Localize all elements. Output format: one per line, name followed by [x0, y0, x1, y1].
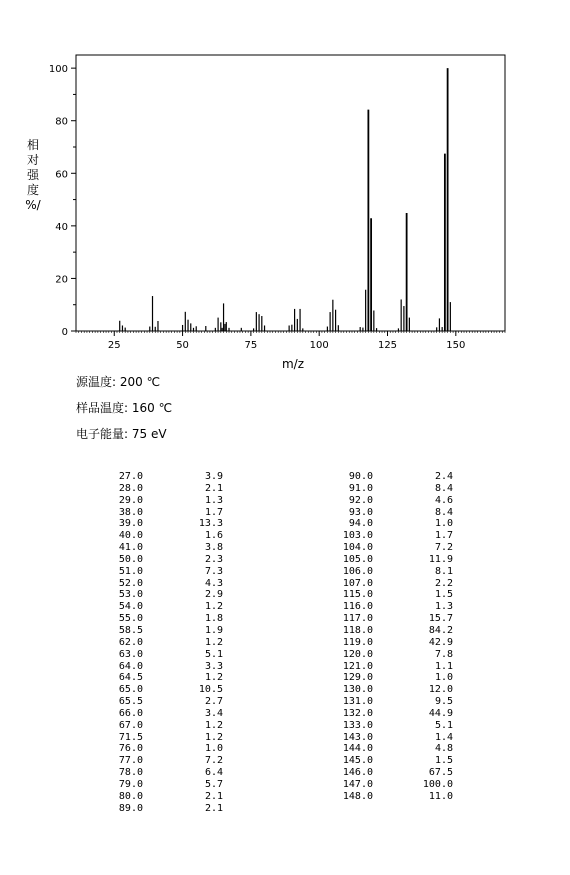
- peak-mz: 119.0: [342, 636, 373, 648]
- peak-abundance: 1.2: [204, 719, 223, 731]
- x-tick-label: 75: [244, 340, 258, 351]
- peak-table-row: [333, 566, 453, 578]
- peak-abundance: 1.4: [434, 731, 453, 743]
- peak-table-row: [333, 779, 453, 791]
- peak-abundance: 1.7: [204, 506, 223, 518]
- peak-table-row: [103, 791, 223, 803]
- peak-mz: 40.0: [118, 530, 143, 542]
- peak-mz: 77.0: [118, 755, 143, 767]
- peak-mz: 143.0: [342, 731, 373, 743]
- peak-abundance: 2.2: [434, 577, 453, 589]
- peak-mz: 51.0: [118, 565, 143, 577]
- peak-table-row: [333, 530, 453, 542]
- peak-mz: 121.0: [342, 660, 373, 672]
- peak-table-row: [333, 755, 453, 767]
- peak-table-row: [103, 578, 223, 590]
- peak-abundance: 15.7: [428, 613, 453, 625]
- peak-mz: 65.5: [118, 696, 143, 708]
- peak-abundance: 11.0: [428, 790, 453, 802]
- y-tick-label: 60: [55, 169, 68, 181]
- peak-mz: 89.0: [118, 802, 143, 814]
- acquisition-conditions: [76, 372, 172, 450]
- peak-table-row: [333, 507, 453, 519]
- peak-abundance: 12.0: [428, 684, 453, 696]
- peak-table-row: [103, 732, 223, 744]
- peak-abundance: 8.4: [434, 482, 453, 494]
- peak-table-row: [103, 495, 223, 507]
- peak-mz: 64.5: [118, 672, 143, 684]
- peak-abundance: 4.3: [204, 577, 223, 589]
- y-axis-label-char: 相: [26, 138, 39, 152]
- source-temperature: 源温度: 200 ℃: [76, 375, 161, 389]
- peak-mz: 28.0: [118, 482, 143, 494]
- peak-mz: 58.5: [118, 624, 143, 636]
- peak-mz: 144.0: [342, 743, 373, 755]
- peak-table-row: [103, 696, 223, 708]
- peak-abundance: 1.3: [204, 494, 223, 506]
- peak-abundance: 9.5: [434, 696, 453, 708]
- peak-mz: 103.0: [342, 530, 373, 542]
- peak-mz: 39.0: [118, 518, 143, 530]
- peak-mz: 132.0: [342, 707, 373, 719]
- peak-abundance: 5.1: [204, 648, 223, 660]
- peak-mz: 133.0: [342, 719, 373, 731]
- peak-abundance: 1.8: [204, 613, 223, 625]
- peak-table-row: [103, 708, 223, 720]
- peak-table-row: [333, 613, 453, 625]
- peak-abundance: 1.7: [434, 530, 453, 542]
- peak-mz: 130.0: [342, 684, 373, 696]
- peak-mz: 29.0: [118, 494, 143, 506]
- peak-abundance: 1.1: [434, 660, 453, 672]
- peak-mz: 147.0: [342, 778, 373, 790]
- peak-abundance: 3.3: [204, 660, 223, 672]
- peak-abundance: 4.6: [434, 494, 453, 506]
- peak-table-row: [103, 518, 223, 530]
- peak-table-row: [333, 495, 453, 507]
- peak-abundance: 11.9: [428, 553, 453, 565]
- peak-abundance: 1.3: [434, 601, 453, 613]
- peak-mz: 107.0: [342, 577, 373, 589]
- peak-abundance: 1.5: [434, 589, 453, 601]
- peak-table-row: [103, 554, 223, 566]
- peak-mz: 64.0: [118, 660, 143, 672]
- peak-table-row: [333, 601, 453, 613]
- y-axis-label: [24, 138, 42, 213]
- peak-table-row: [333, 661, 453, 673]
- peak-mz: 55.0: [118, 613, 143, 625]
- peak-mz: 94.0: [348, 518, 373, 530]
- peak-mz: 104.0: [342, 542, 373, 554]
- x-axis-label: m/z: [281, 357, 305, 371]
- peak-mz: 63.0: [118, 648, 143, 660]
- x-tick-label: 125: [377, 340, 398, 351]
- peak-abundance: 1.2: [204, 601, 223, 613]
- mass-spectrum-chart: [0, 0, 570, 375]
- electron-energy: 电子能量: 75 eV: [76, 427, 167, 441]
- peak-mz: 90.0: [348, 471, 373, 482]
- peak-abundance: 8.1: [434, 565, 453, 577]
- y-tick-label: 40: [55, 221, 68, 233]
- peak-abundance: 67.5: [428, 767, 453, 779]
- peak-abundance: 1.9: [204, 624, 223, 636]
- peak-mz: 79.0: [118, 778, 143, 790]
- peak-mz: 145.0: [342, 755, 373, 767]
- peak-abundance: 10.5: [198, 684, 223, 696]
- peak-abundance: 7.2: [434, 542, 453, 554]
- peak-mz: 105.0: [342, 553, 373, 565]
- peak-table-row: [333, 649, 453, 661]
- peak-mz: 27.0: [118, 471, 143, 482]
- x-tick-label: 50: [176, 340, 189, 351]
- peak-table-row: [333, 554, 453, 566]
- peak-table-row: [103, 483, 223, 495]
- peak-table-row: [103, 649, 223, 661]
- peak-mz: 62.0: [118, 636, 143, 648]
- peak-table-row: [333, 732, 453, 744]
- peak-abundance: 1.2: [204, 672, 223, 684]
- peak-abundance: 2.1: [204, 802, 223, 814]
- peak-abundance: 1.0: [204, 743, 223, 755]
- peak-mz: 129.0: [342, 672, 373, 684]
- peak-table-row: [103, 471, 223, 483]
- y-tick-label: 0: [61, 327, 68, 338]
- peak-table-row: [333, 578, 453, 590]
- peak-table-row: [103, 755, 223, 767]
- peak-mz: 41.0: [118, 542, 143, 554]
- peak-mz: 120.0: [342, 648, 373, 660]
- peak-table-row: [103, 672, 223, 684]
- peak-abundance: 2.1: [204, 482, 223, 494]
- peak-abundance: 2.9: [204, 589, 223, 601]
- y-axis-label-char: %/: [25, 198, 41, 212]
- peak-table-row: [103, 684, 223, 696]
- peak-table-row: [103, 767, 223, 779]
- y-axis-label-char: 强: [26, 168, 39, 182]
- peak-table-row: [333, 589, 453, 601]
- peak-abundance: 13.3: [198, 518, 223, 530]
- peak-abundance: 2.4: [434, 471, 453, 482]
- peak-table-row: [103, 601, 223, 613]
- peak-abundance: 2.1: [204, 790, 223, 802]
- peak-table-row: [103, 779, 223, 791]
- peak-mz: 80.0: [118, 790, 143, 802]
- peak-table-row: [103, 566, 223, 578]
- peak-abundance: 7.2: [204, 755, 223, 767]
- peak-abundance: 5.7: [204, 778, 223, 790]
- y-axis-label-char: 对: [26, 153, 39, 167]
- plot-frame: [76, 55, 505, 331]
- peak-abundance: 3.8: [204, 542, 223, 554]
- peak-table-row: [333, 637, 453, 649]
- peak-table-row: [333, 743, 453, 755]
- peak-mz: 106.0: [342, 565, 373, 577]
- peak-abundance: 1.6: [204, 530, 223, 542]
- peak-table-row: [103, 589, 223, 601]
- peak-table-row: [333, 672, 453, 684]
- peak-table-row: [333, 684, 453, 696]
- peak-abundance: 84.2: [428, 624, 453, 636]
- peak-table-right: [333, 471, 453, 803]
- peak-mz: 50.0: [118, 553, 143, 565]
- peak-mz: 118.0: [342, 624, 373, 636]
- peak-abundance: 4.8: [434, 743, 453, 755]
- peak-table-row: [103, 542, 223, 554]
- peak-abundance: 2.3: [204, 553, 223, 565]
- peak-table-row: [333, 483, 453, 495]
- peak-mz: 92.0: [348, 494, 373, 506]
- peak-abundance: 8.4: [434, 506, 453, 518]
- peak-abundance: 1.5: [434, 755, 453, 767]
- peak-table-row: [333, 708, 453, 720]
- peak-abundance: 7.3: [204, 565, 223, 577]
- peak-table-row: [103, 803, 223, 815]
- y-axis-label-char: 度: [26, 183, 39, 197]
- peak-mz: 66.0: [118, 707, 143, 719]
- peak-table-row: [103, 743, 223, 755]
- peak-mz: 117.0: [342, 613, 373, 625]
- peak-table-row: [333, 471, 453, 483]
- peak-abundance: 100.0: [422, 778, 453, 790]
- peak-table-row: [333, 696, 453, 708]
- peak-table-left: [103, 471, 223, 814]
- y-tick-label: 100: [48, 64, 68, 76]
- peak-mz: 131.0: [342, 696, 373, 708]
- peak-mz: 53.0: [118, 589, 143, 601]
- peak-table-row: [333, 720, 453, 732]
- peak-abundance: 5.1: [434, 719, 453, 731]
- peak-abundance: 1.2: [204, 731, 223, 743]
- sample-temperature: 样品温度: 160 ℃: [76, 401, 173, 415]
- peak-table-row: [103, 720, 223, 732]
- peak-abundance: 2.7: [204, 696, 223, 708]
- peak-abundance: 3.4: [204, 707, 223, 719]
- peak-table-row: [103, 530, 223, 542]
- peak-mz: 148.0: [342, 790, 373, 802]
- peak-abundance: 3.9: [204, 471, 223, 482]
- peak-mz: 78.0: [118, 767, 143, 779]
- peak-table-row: [103, 637, 223, 649]
- peak-mz: 91.0: [348, 482, 373, 494]
- peak-table-row: [103, 661, 223, 673]
- y-tick-label: 20: [55, 274, 68, 286]
- peak-mz: 76.0: [118, 743, 143, 755]
- peak-mz: 115.0: [342, 589, 373, 601]
- peak-abundance: 1.0: [434, 518, 453, 530]
- x-tick-label: 100: [309, 340, 329, 351]
- peak-table-row: [333, 542, 453, 554]
- peak-table-row: [333, 518, 453, 530]
- peak-abundance: 7.8: [434, 648, 453, 660]
- peak-mz: 146.0: [342, 767, 373, 779]
- peak-table-row: [333, 767, 453, 779]
- peak-abundance: 44.9: [428, 707, 453, 719]
- peak-mz: 71.5: [118, 731, 143, 743]
- peak-mz: 38.0: [118, 506, 143, 518]
- peak-abundance: 42.9: [428, 636, 453, 648]
- peak-mz: 116.0: [342, 601, 373, 613]
- peak-mz: 67.0: [118, 719, 143, 731]
- peak-table-row: [103, 507, 223, 519]
- peak-abundance: 1.0: [434, 672, 453, 684]
- peak-mz: 65.0: [118, 684, 143, 696]
- peak-abundance: 6.4: [204, 767, 223, 779]
- peak-table-row: [333, 625, 453, 637]
- y-tick-label: 80: [55, 116, 68, 128]
- peak-mz: 93.0: [348, 506, 373, 518]
- x-tick-label: 150: [446, 340, 466, 351]
- peak-abundance: 1.2: [204, 636, 223, 648]
- peak-table-row: [333, 791, 453, 803]
- peak-mz: 52.0: [118, 577, 143, 589]
- peak-mz: 54.0: [118, 601, 143, 613]
- x-tick-label: 25: [107, 340, 121, 351]
- peak-table-row: [103, 625, 223, 637]
- peak-table-row: [103, 613, 223, 625]
